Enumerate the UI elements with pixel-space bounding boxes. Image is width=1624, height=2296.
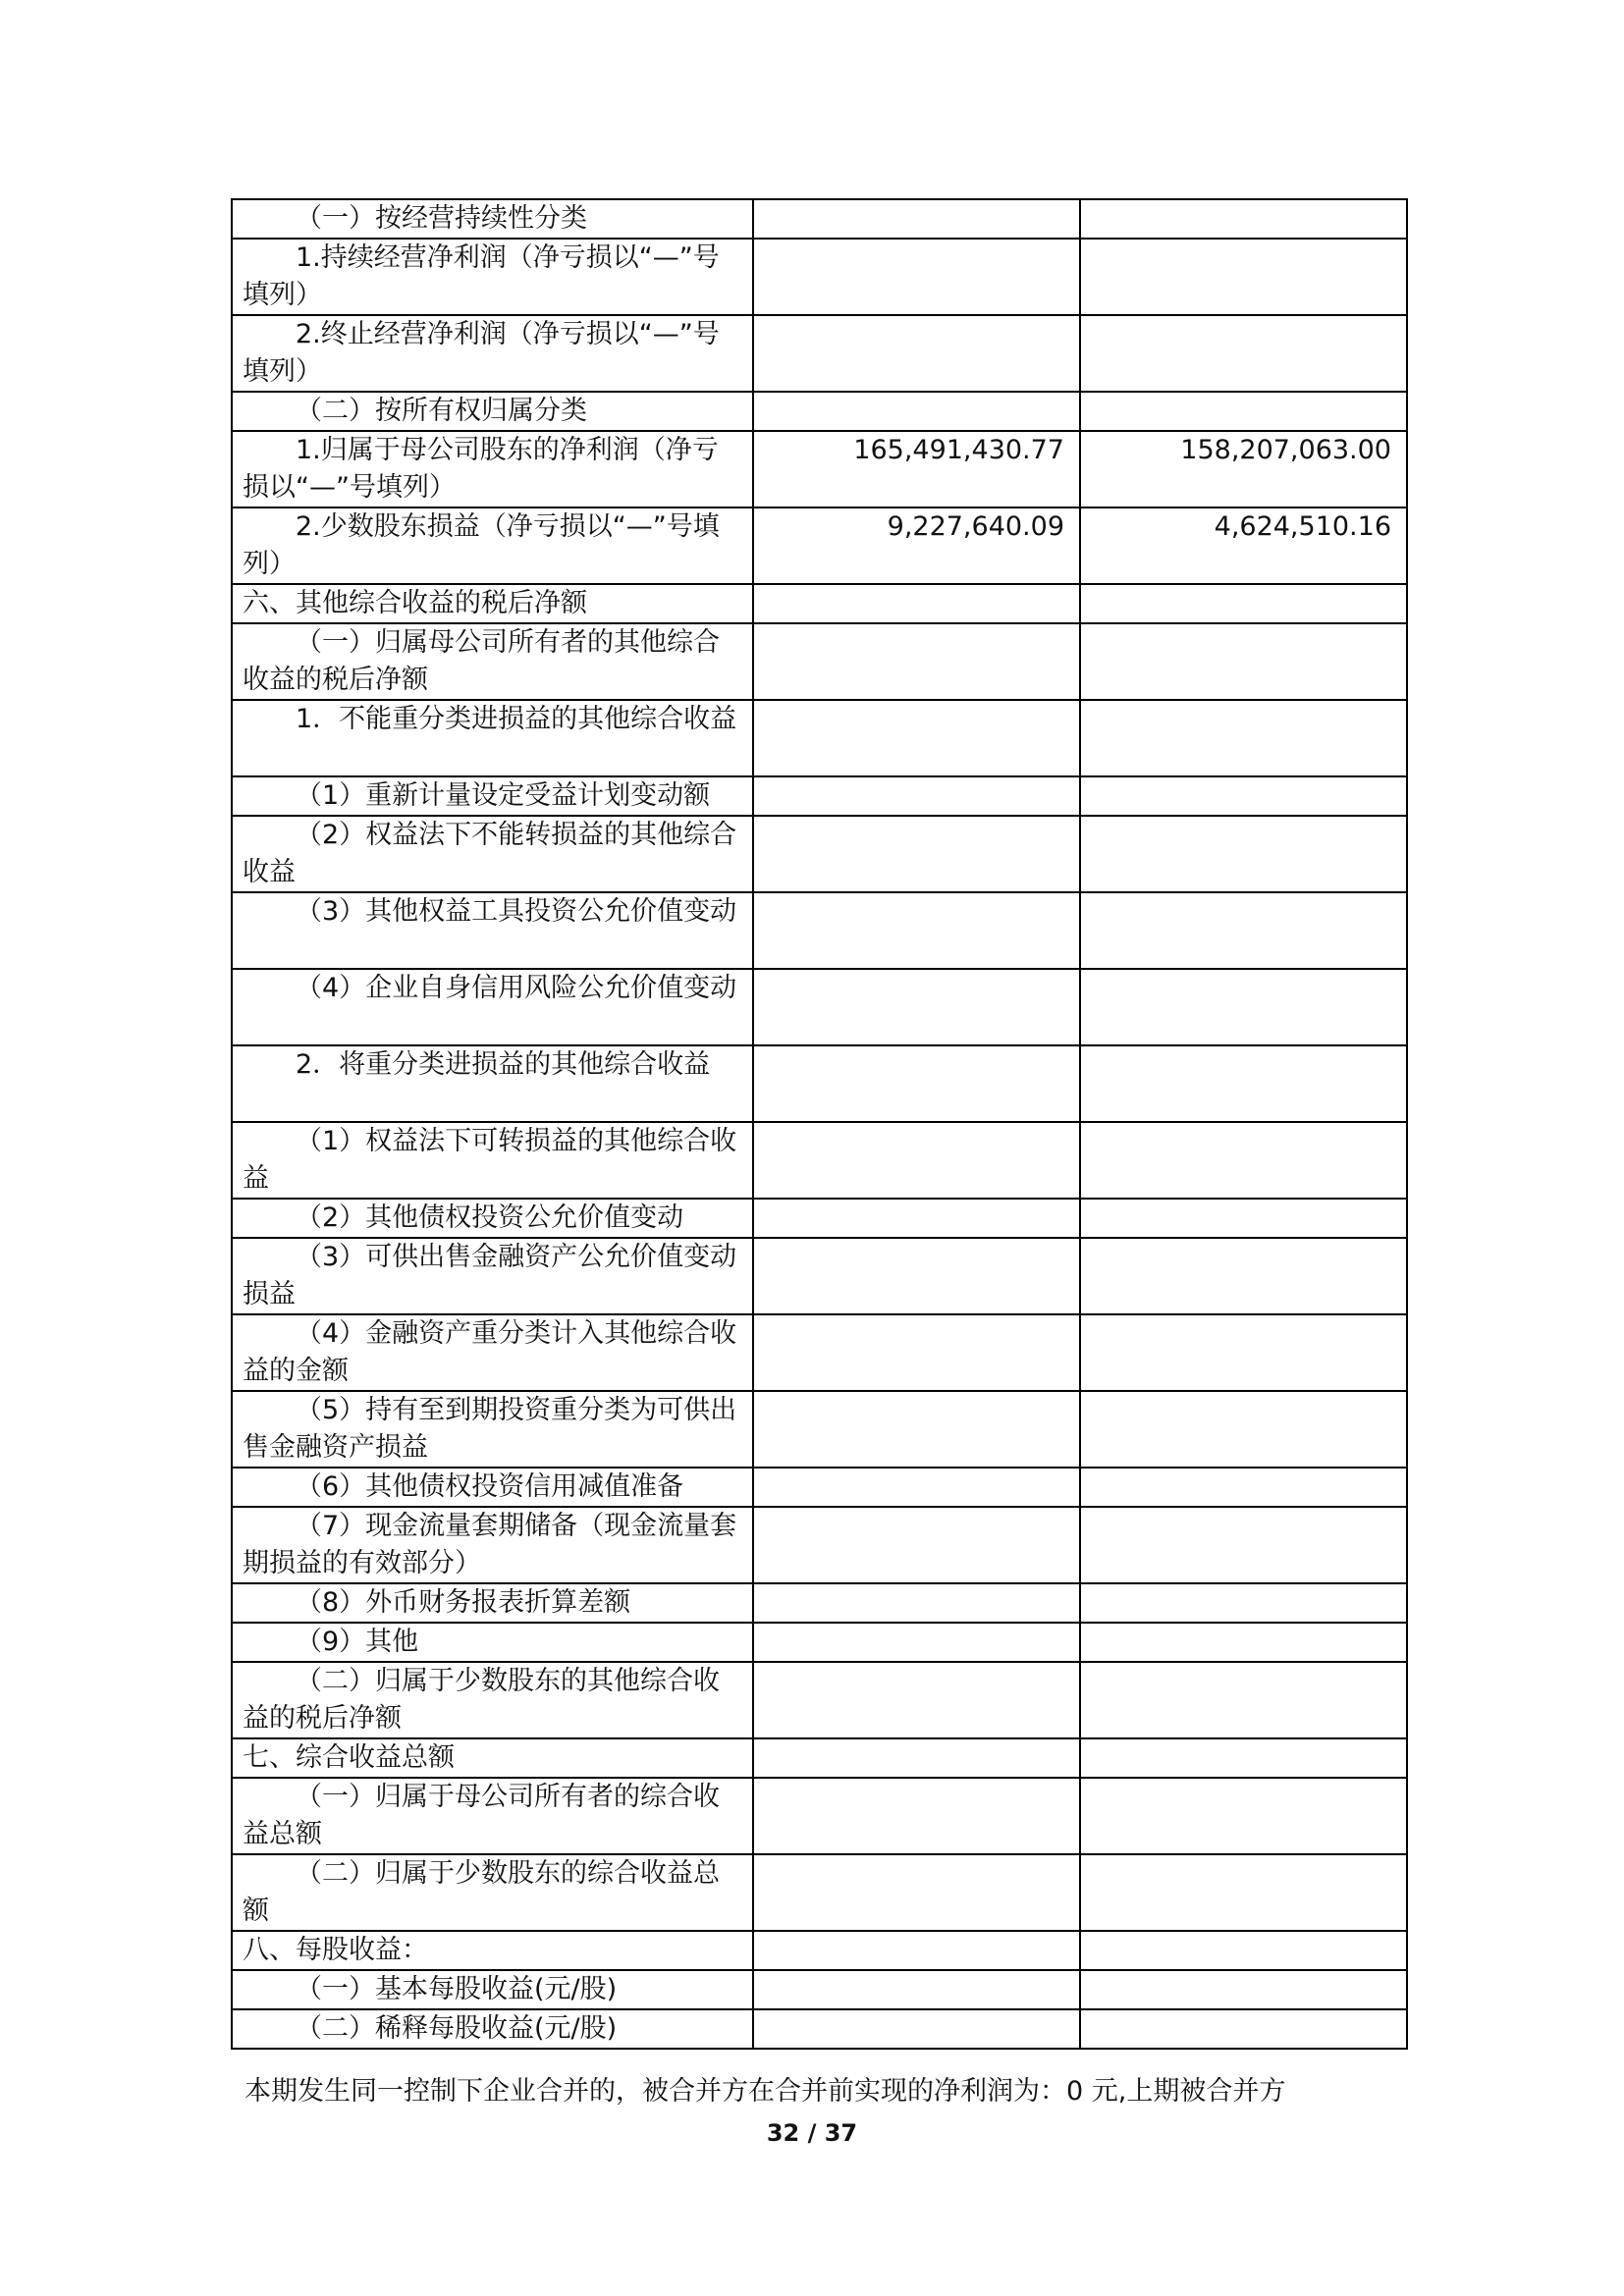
current-period-value	[753, 1583, 1080, 1623]
prior-period-value	[1080, 1122, 1407, 1199]
current-period-value	[753, 1238, 1080, 1314]
row-label: （2）权益法下不能转损益的其他综合收益	[232, 816, 753, 892]
row-label: 六、其他综合收益的税后净额	[232, 584, 753, 623]
current-period-value	[753, 1045, 1080, 1122]
table-row	[232, 892, 1407, 969]
prior-period-value	[1080, 1970, 1407, 2009]
prior-period-value	[1080, 776, 1407, 816]
row-label: （4）企业自身信用风险公允价值变动	[232, 969, 753, 1045]
table-row	[232, 1045, 1407, 1122]
table-row	[232, 1391, 1407, 1468]
prior-period-value	[1080, 1045, 1407, 1122]
row-label: （1）权益法下可转损益的其他综合收益	[232, 1122, 753, 1199]
table-row	[232, 623, 1407, 700]
footnote-text: 本期发生同一控制下企业合并的，被合并方在合并前实现的净利润为：0 元,上期被合并方	[244, 2076, 1286, 2107]
row-label: （3）可供出售金融资产公允价值变动损益	[232, 1238, 753, 1314]
current-period-value	[753, 584, 1080, 623]
table-row	[232, 431, 1407, 507]
row-label: （7）现金流量套期储备（现金流量套期损益的有效部分）	[232, 1507, 753, 1583]
table-row	[232, 1238, 1407, 1314]
table-row	[232, 1623, 1407, 1662]
current-period-value	[753, 2009, 1080, 2049]
current-period-value	[753, 623, 1080, 700]
row-label: （二）归属于少数股东的其他综合收益的税后净额	[232, 1662, 753, 1738]
row-label: 1．不能重分类进损益的其他综合收益	[232, 700, 753, 776]
table-row	[232, 1970, 1407, 2009]
row-label: 八、每股收益：	[232, 1931, 753, 1970]
table-row	[232, 700, 1407, 776]
current-period-value	[753, 700, 1080, 776]
prior-period-value	[1080, 2009, 1407, 2049]
current-period-value	[753, 239, 1080, 315]
current-period-value	[753, 1122, 1080, 1199]
prior-period-value	[1080, 1314, 1407, 1391]
row-label: 七、综合收益总额	[232, 1738, 753, 1778]
prior-period-value	[1080, 1238, 1407, 1314]
table-row	[232, 315, 1407, 392]
row-label: （一）按经营持续性分类	[232, 199, 753, 239]
prior-period-value	[1080, 239, 1407, 315]
row-label: 2.少数股东损益（净亏损以“—”号填列）	[232, 507, 753, 584]
prior-period-value	[1080, 1662, 1407, 1738]
row-label: 2.终止经营净利润（净亏损以“—”号填列）	[232, 315, 753, 392]
current-period-value	[753, 315, 1080, 392]
current-period-value	[753, 1931, 1080, 1970]
table-row	[232, 2009, 1407, 2049]
prior-period-value	[1080, 1778, 1407, 1854]
prior-period-value	[1080, 1391, 1407, 1468]
current-period-value	[753, 969, 1080, 1045]
current-period-value	[753, 1468, 1080, 1507]
table-row	[232, 776, 1407, 816]
current-period-value	[753, 1662, 1080, 1738]
current-period-value	[753, 392, 1080, 431]
prior-period-value	[1080, 1854, 1407, 1931]
prior-period-value	[1080, 584, 1407, 623]
row-label: （4）金融资产重分类计入其他综合收益的金额	[232, 1314, 753, 1391]
row-label: 2．将重分类进损益的其他综合收益	[232, 1045, 753, 1122]
table-row	[232, 239, 1407, 315]
prior-period-value	[1080, 1931, 1407, 1970]
prior-period-value	[1080, 315, 1407, 392]
table-row	[232, 199, 1407, 239]
table-row	[232, 816, 1407, 892]
row-label: （一）归属母公司所有者的其他综合收益的税后净额	[232, 623, 753, 700]
prior-period-value	[1080, 969, 1407, 1045]
table-row	[232, 1122, 1407, 1199]
current-period-value	[753, 1199, 1080, 1238]
table-row	[232, 1738, 1407, 1778]
current-period-value: 165,491,430.77	[753, 431, 1080, 507]
prior-period-value	[1080, 199, 1407, 239]
row-label: （二）按所有权归属分类	[232, 392, 753, 431]
prior-period-value	[1080, 1583, 1407, 1623]
row-label: （二）稀释每股收益(元/股)	[232, 2009, 753, 2049]
current-period-value	[753, 1507, 1080, 1583]
current-period-value	[753, 1970, 1080, 2009]
current-period-value	[753, 892, 1080, 969]
table-row	[232, 1468, 1407, 1507]
prior-period-value	[1080, 1738, 1407, 1778]
table-row	[232, 507, 1407, 584]
income-statement-table	[231, 198, 1408, 2050]
current-period-value	[753, 776, 1080, 816]
row-label: （8）外币财务报表折算差额	[232, 1583, 753, 1623]
row-label: （6）其他债权投资信用减值准备	[232, 1468, 753, 1507]
current-period-value	[753, 199, 1080, 239]
prior-period-value	[1080, 1623, 1407, 1662]
table-row	[232, 1314, 1407, 1391]
row-label: （3）其他权益工具投资公允价值变动	[232, 892, 753, 969]
current-period-value	[753, 1391, 1080, 1468]
page-number: 32 / 37	[766, 2119, 858, 2147]
table-row	[232, 1199, 1407, 1238]
row-label: （2）其他债权投资公允价值变动	[232, 1199, 753, 1238]
row-label: （一）基本每股收益(元/股)	[232, 1970, 753, 2009]
prior-period-value	[1080, 1468, 1407, 1507]
table-row	[232, 392, 1407, 431]
current-period-value	[753, 1778, 1080, 1854]
prior-period-value: 158,207,063.00	[1080, 431, 1407, 507]
prior-period-value	[1080, 892, 1407, 969]
prior-period-value	[1080, 392, 1407, 431]
table-row	[232, 1583, 1407, 1623]
row-label: （二）归属于少数股东的综合收益总额	[232, 1854, 753, 1931]
table-row	[232, 1931, 1407, 1970]
row-label: （5）持有至到期投资重分类为可供出售金融资产损益	[232, 1391, 753, 1468]
table-row	[232, 969, 1407, 1045]
table-row	[232, 1854, 1407, 1931]
prior-period-value	[1080, 1507, 1407, 1583]
row-label: 1.持续经营净利润（净亏损以“—”号填列）	[232, 239, 753, 315]
current-period-value	[753, 1314, 1080, 1391]
prior-period-value: 4,624,510.16	[1080, 507, 1407, 584]
table-row	[232, 1662, 1407, 1738]
table-row	[232, 1507, 1407, 1583]
row-label: 1.归属于母公司股东的净利润（净亏损以“—”号填列）	[232, 431, 753, 507]
current-period-value	[753, 816, 1080, 892]
prior-period-value	[1080, 700, 1407, 776]
row-label: （1）重新计量设定受益计划变动额	[232, 776, 753, 816]
prior-period-value	[1080, 816, 1407, 892]
current-period-value	[753, 1854, 1080, 1931]
table-row	[232, 1778, 1407, 1854]
row-label: （9）其他	[232, 1623, 753, 1662]
prior-period-value	[1080, 623, 1407, 700]
prior-period-value	[1080, 1199, 1407, 1238]
row-label: （一）归属于母公司所有者的综合收益总额	[232, 1778, 753, 1854]
table-row	[232, 584, 1407, 623]
current-period-value	[753, 1738, 1080, 1778]
current-period-value	[753, 1623, 1080, 1662]
current-period-value: 9,227,640.09	[753, 507, 1080, 584]
